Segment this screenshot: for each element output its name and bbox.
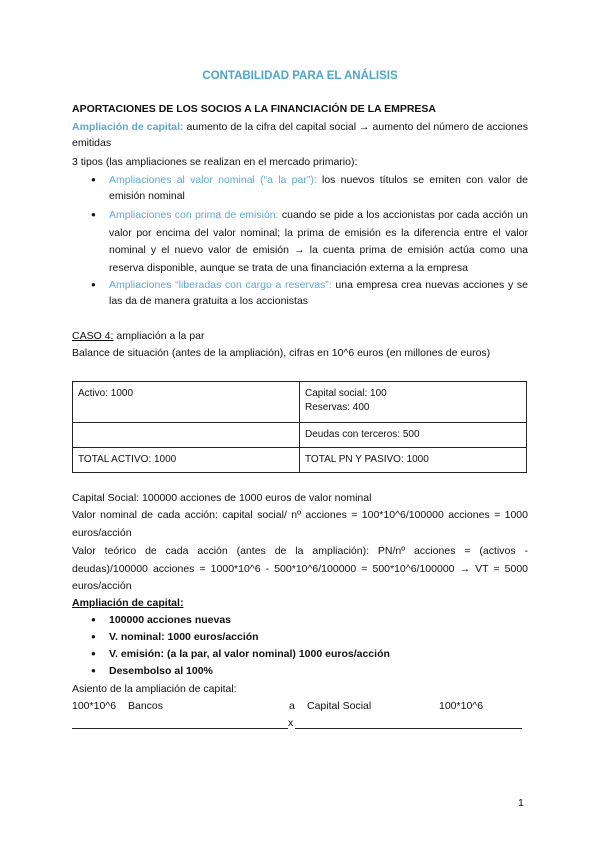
reservas-value: Reservas: 400 (305, 402, 370, 413)
page-number: 1 (518, 797, 524, 809)
tipos-intro: 3 tipos (las ampliaciones se realizan en el mercado primario): (72, 156, 358, 168)
bullet-icon: ● (91, 649, 96, 658)
tipo-text: los nuevos títulos se emiten con valor de emisión nominal (109, 174, 528, 202)
asiento-a: a (289, 700, 295, 712)
table-row (73, 423, 527, 448)
balance-intro: Balance de situación (antes de la ampliación), cifras en 10^6 euros (en millones de euros) (72, 347, 491, 359)
deudas-cell: Deudas con terceros: 500 (300, 423, 527, 448)
ampliacion-text: aumento de la cifra del capital social → aumento del número de acciones emitidas (72, 121, 528, 149)
tipo-label: Ampliaciones “liberadas con cargo a reservas”: (109, 279, 332, 291)
tipo-label: Ampliaciones con prima de emisión: (109, 209, 279, 221)
list-item: V. nominal: 1000 euros/acción (109, 631, 259, 643)
bullet-icon: ● (91, 175, 96, 184)
pn-cell (300, 382, 527, 423)
tipo-label: Ampliaciones al valor nominal (“a la par”): (109, 174, 317, 186)
caso-heading (72, 328, 205, 344)
asiento-intro: Asiento de la ampliación de capital: (72, 683, 237, 695)
tipo-item (109, 172, 528, 204)
journal-rule-left (72, 728, 288, 729)
valor-nominal-paragraph: Valor nominal de cada acción: capital social/ nº acciones = 100*10^6/100000 acciones = 1000 euros/acción (72, 509, 528, 539)
journal-rule-right (295, 728, 522, 729)
bullet-icon: ● (91, 280, 96, 289)
caso-text: ampliación a la par (113, 330, 205, 342)
activo-cell: Activo: 1000 (73, 382, 300, 423)
ampliacion-paragraph (72, 119, 528, 151)
list-item: Desembolso al 100% (109, 665, 213, 677)
debit-account: Bancos (128, 700, 164, 712)
bullet-icon: ● (91, 666, 96, 675)
bullet-icon: ● (91, 210, 96, 219)
list-item: V. emisión: (a la par, al valor nominal) 1000 euros/acción (109, 648, 390, 660)
ampliacion-capital-heading: Ampliación de capital: (72, 597, 184, 609)
table-row (73, 382, 527, 423)
total-activo-cell: TOTAL ACTIVO: 1000 (73, 448, 300, 473)
total-pn-cell: TOTAL PN Y PASIVO: 1000 (300, 448, 527, 473)
valor-teorico-paragraph: Valor teórico de cada acción (antes de la ampliación): PN/nº acciones = (activos - deudas)/100000 acciones = 1000*10^6 - 500*10^6/100000 = 500*10^6/100000 → VT = 5000 euros/acción (72, 545, 528, 592)
tipo-item (109, 207, 528, 277)
asiento-x: x (288, 717, 294, 729)
bullet-icon: ● (91, 615, 96, 624)
capital-social-line: Capital Social: 100000 acciones de 1000 euros de valor nominal (72, 492, 372, 504)
credit-amount: 100*10^6 (439, 700, 484, 712)
empty-cell (73, 423, 300, 448)
caso-label: CASO 4: (72, 330, 114, 342)
bullet-icon: ● (91, 632, 96, 641)
balance-table (72, 381, 527, 473)
tipo-item (109, 277, 528, 309)
credit-account: Capital Social (307, 700, 372, 712)
ampliacion-label: Ampliación de capital: (72, 121, 184, 133)
document-title: CONTABILIDAD PARA EL ANÁLISIS (202, 70, 398, 82)
tipo-text: cuando se pide a los accionistas por cada acción un valor por encima del valor nominal; la prima de emisión es la diferencia entre el valor nominal y el nuevo valor de emisión → la cuenta prima de emisión actúa como una reserva disponible, aunque se trata de una financiación externa a la empresa (109, 209, 528, 274)
list-item: 100000 acciones nuevas (109, 614, 232, 626)
section-heading: APORTACIONES DE LOS SOCIOS A LA FINANCIACIÓN DE LA EMPRESA (72, 103, 437, 115)
table-row (73, 448, 527, 473)
debit-amount: 100*10^6 (72, 700, 117, 712)
tipo-text: una empresa crea nuevas acciones y se las da de manera gratuita a los accionistas (109, 279, 528, 307)
capital-social-value: Capital social: 100 (305, 388, 387, 399)
